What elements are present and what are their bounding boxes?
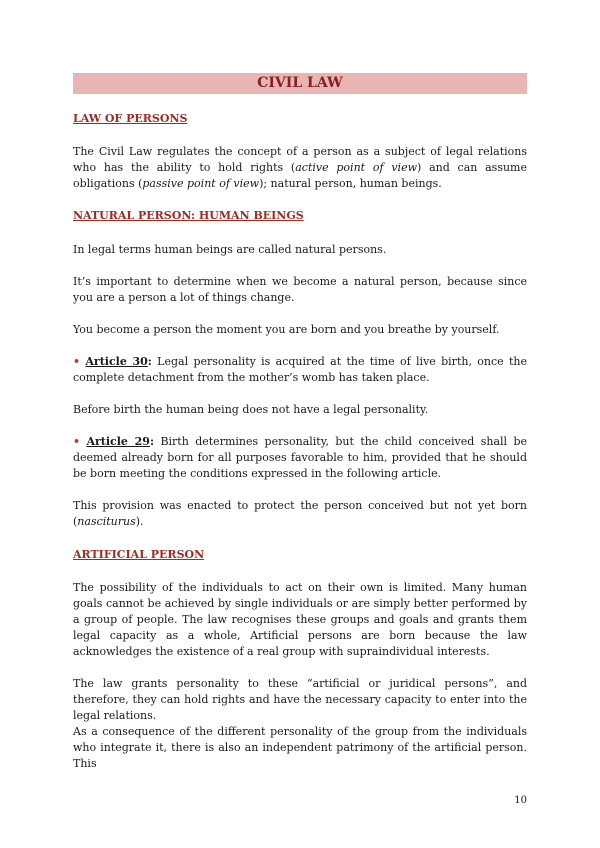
bullet-icon: • [73,355,81,368]
article-29-label: Article 29 [86,435,150,448]
article-30-item: • Article 30: Legal personality is acquired at the time of live birth, once the complete detachment from the mother’s womb has taken place. [73,355,527,384]
page-number: 10 [514,795,527,806]
paragraph-before-birth: Before birth the human being does not have a legal personality. [73,403,429,416]
article-30-label: Article 30 [85,355,148,368]
article-29-item: • Article 29: Birth determines personality, but the child conceived shall be deemed already born for all purposes favorable to him, provided that he should be born meeting the conditions expressed in the following article. [73,435,527,480]
paragraph-born-breathe: You become a person the moment you are born and you breathe by yourself. [73,323,500,336]
paragraph-consequence: As a consequence of the different personality of the group from the individuals who integrate it, there is also an independent patrimony of the artificial person. This [73,725,527,770]
heading-artificial-person: ARTIFICIAL PERSON [73,548,205,561]
paragraph-law-of-persons: The Civil Law regulates the concept of a person as a subject of legal relations who has the ability to hold rights (active point of view) and can assume obligations (passive point of view); natural person, human beings. [73,145,527,190]
document-title: CIVIL LAW [73,73,527,94]
bullet-icon: • [73,435,81,448]
paragraph-grants-personality: The law grants personality to these “artificial or juridical persons”, and therefore, they can hold rights and have the necessary capacity to enter into the legal relations. [73,677,527,722]
paragraph-natural-persons: In legal terms human beings are called natural persons. [73,243,387,256]
heading-natural-person: NATURAL PERSON: HUMAN BEINGS [73,209,304,222]
paragraph-artificial-possibility: The possibility of the individuals to act on their own is limited. Many human goals cannot be achieved by single individuals or are simply better performed by a group of people. The law recognises these groups and goals and grants them legal capacity as a whole, Artificial persons are born because the law acknowledges the existence of a real group with supraindividual interests. [73,581,527,658]
paragraph-become-person: It’s important to determine when we become a natural person, because since you are a person a lot of things change. [73,275,527,304]
heading-law-of-persons: LAW OF PERSONS [73,112,188,125]
paragraph-provision: This provision was enacted to protect the person conceived but not yet born (nasciturus). [73,499,527,528]
